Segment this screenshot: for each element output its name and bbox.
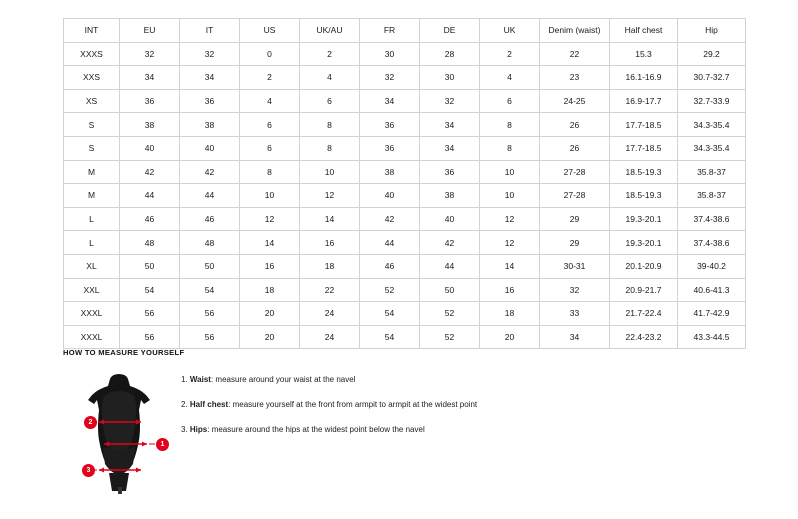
table-header-cell: FR bbox=[360, 19, 420, 43]
table-header-cell: INT bbox=[64, 19, 120, 43]
table-header-cell: IT bbox=[180, 19, 240, 43]
table-cell: XXS bbox=[64, 66, 120, 90]
table-cell: 16 bbox=[300, 231, 360, 255]
table-cell: 2 bbox=[240, 66, 300, 90]
table-cell: 50 bbox=[420, 278, 480, 302]
table-cell: 48 bbox=[120, 231, 180, 255]
table-cell: 36 bbox=[180, 89, 240, 113]
table-cell: 12 bbox=[240, 207, 300, 231]
table-cell: 52 bbox=[420, 302, 480, 326]
table-cell: XS bbox=[64, 89, 120, 113]
table-cell: 6 bbox=[240, 136, 300, 160]
table-cell: 52 bbox=[360, 278, 420, 302]
table-cell: 52 bbox=[420, 325, 480, 349]
table-cell: 26 bbox=[540, 113, 610, 137]
table-cell: 50 bbox=[120, 254, 180, 278]
table-cell: XXL bbox=[64, 278, 120, 302]
table-cell: 21.7-22.4 bbox=[610, 302, 678, 326]
table-cell: 27-28 bbox=[540, 160, 610, 184]
table-cell: 36 bbox=[120, 89, 180, 113]
table-cell: 44 bbox=[180, 184, 240, 208]
table-cell: 6 bbox=[300, 89, 360, 113]
table-cell: 43.3-44.5 bbox=[678, 325, 746, 349]
table-cell: 18.5-19.3 bbox=[610, 160, 678, 184]
table-header-cell: Half chest bbox=[610, 19, 678, 43]
table-cell: 22 bbox=[540, 42, 610, 66]
table-row bbox=[64, 302, 746, 326]
table-cell: 50 bbox=[180, 254, 240, 278]
size-chart-container bbox=[63, 18, 735, 349]
table-cell: 27-28 bbox=[540, 184, 610, 208]
table-cell: 30 bbox=[360, 42, 420, 66]
table-row bbox=[64, 160, 746, 184]
table-cell: 37.4-38.6 bbox=[678, 207, 746, 231]
table-row bbox=[64, 231, 746, 255]
table-row bbox=[64, 136, 746, 160]
measure-note-2-text: : measure yourself at the front from armpit to armpit at the widest point bbox=[228, 399, 478, 409]
table-cell: 54 bbox=[360, 325, 420, 349]
table-cell: XXXS bbox=[64, 42, 120, 66]
table-cell: 30.7-32.7 bbox=[678, 66, 746, 90]
table-cell: 54 bbox=[180, 278, 240, 302]
table-cell: 32 bbox=[540, 278, 610, 302]
table-cell: 18.5-19.3 bbox=[610, 184, 678, 208]
table-cell: 30-31 bbox=[540, 254, 610, 278]
table-cell: 40 bbox=[360, 184, 420, 208]
table-cell: 39-40.2 bbox=[678, 254, 746, 278]
table-cell: 22 bbox=[300, 278, 360, 302]
table-cell: 2 bbox=[480, 42, 540, 66]
table-cell: 41.7-42.9 bbox=[678, 302, 746, 326]
table-cell: 10 bbox=[240, 184, 300, 208]
table-cell: 24-25 bbox=[540, 89, 610, 113]
measure-badge-2: 2 bbox=[84, 416, 97, 429]
table-cell: 18 bbox=[240, 278, 300, 302]
table-cell: 46 bbox=[180, 207, 240, 231]
table-cell: 46 bbox=[360, 254, 420, 278]
measure-note-2-number: 2. bbox=[181, 399, 188, 409]
measure-note-1-text: : measure around your waist at the navel bbox=[210, 375, 356, 384]
table-cell: XL bbox=[64, 254, 120, 278]
measure-note-3-number: 3. bbox=[181, 424, 188, 434]
table-cell: 44 bbox=[120, 184, 180, 208]
table-cell: 54 bbox=[120, 278, 180, 302]
table-cell: 36 bbox=[420, 160, 480, 184]
table-cell: 44 bbox=[360, 231, 420, 255]
table-cell: 0 bbox=[240, 42, 300, 66]
table-row bbox=[64, 42, 746, 66]
table-cell: 20.1-20.9 bbox=[610, 254, 678, 278]
table-cell: 34 bbox=[420, 136, 480, 160]
table-cell: 42 bbox=[360, 207, 420, 231]
table-cell: 42 bbox=[120, 160, 180, 184]
table-cell: 40 bbox=[180, 136, 240, 160]
how-to-measure-body bbox=[63, 369, 735, 494]
table-cell: 35.8-37 bbox=[678, 160, 746, 184]
table-cell: 16 bbox=[480, 278, 540, 302]
table-header-cell: UK/AU bbox=[300, 19, 360, 43]
table-cell: 15.3 bbox=[610, 42, 678, 66]
table-body bbox=[64, 42, 746, 349]
table-row bbox=[64, 325, 746, 349]
table-cell: 20 bbox=[240, 325, 300, 349]
table-cell: 32 bbox=[420, 89, 480, 113]
table-cell: 22.4-23.2 bbox=[610, 325, 678, 349]
table-cell: 40.6-41.3 bbox=[678, 278, 746, 302]
table-cell: M bbox=[64, 184, 120, 208]
table-cell: 56 bbox=[180, 302, 240, 326]
table-cell: 20.9-21.7 bbox=[610, 278, 678, 302]
table-cell: 35.8-37 bbox=[678, 184, 746, 208]
table-cell: 12 bbox=[300, 184, 360, 208]
measure-note-half-chest bbox=[181, 400, 735, 411]
how-to-measure-title: HOW TO MEASURE YOURSELF bbox=[63, 348, 185, 357]
table-cell: 8 bbox=[300, 136, 360, 160]
table-cell: 42 bbox=[180, 160, 240, 184]
table-cell: 2 bbox=[300, 42, 360, 66]
table-cell: 30 bbox=[420, 66, 480, 90]
table-cell: 42 bbox=[420, 231, 480, 255]
table-cell: 10 bbox=[300, 160, 360, 184]
table-header-cell: DE bbox=[420, 19, 480, 43]
table-cell: 4 bbox=[480, 66, 540, 90]
table-cell: 20 bbox=[240, 302, 300, 326]
size-chart-table bbox=[63, 18, 746, 349]
table-cell: L bbox=[64, 231, 120, 255]
table-cell: 4 bbox=[240, 89, 300, 113]
table-cell: 28 bbox=[420, 42, 480, 66]
table-cell: 38 bbox=[360, 160, 420, 184]
table-cell: 18 bbox=[300, 254, 360, 278]
table-cell: 46 bbox=[120, 207, 180, 231]
table-cell: 37.4-38.6 bbox=[678, 231, 746, 255]
table-cell: 14 bbox=[480, 254, 540, 278]
table-cell: 56 bbox=[180, 325, 240, 349]
table-row bbox=[64, 254, 746, 278]
table-cell: 24 bbox=[300, 302, 360, 326]
mannequin-figure bbox=[63, 369, 181, 494]
table-cell: 14 bbox=[300, 207, 360, 231]
table-cell: 4 bbox=[300, 66, 360, 90]
table-header-cell: Hip bbox=[678, 19, 746, 43]
table-cell: 38 bbox=[420, 184, 480, 208]
measure-badge-3: 3 bbox=[82, 464, 95, 477]
table-cell: 16 bbox=[240, 254, 300, 278]
table-cell: 36 bbox=[360, 113, 420, 137]
mannequin-illustration bbox=[63, 369, 181, 494]
table-cell: 24 bbox=[300, 325, 360, 349]
table-cell: 32 bbox=[120, 42, 180, 66]
measure-notes bbox=[181, 369, 735, 449]
table-cell: 40 bbox=[120, 136, 180, 160]
measure-note-3-text: : measure around the hips at the widest point below the navel bbox=[207, 424, 425, 434]
measure-badge-1: 1 bbox=[156, 438, 169, 451]
table-cell: 8 bbox=[480, 136, 540, 160]
measure-note-1-term: Waist bbox=[189, 375, 211, 384]
table-row bbox=[64, 207, 746, 231]
table-cell: 32.7-33.9 bbox=[678, 89, 746, 113]
table-cell: 14 bbox=[240, 231, 300, 255]
table-cell: S bbox=[64, 113, 120, 137]
table-cell: 38 bbox=[120, 113, 180, 137]
table-cell: 34 bbox=[360, 89, 420, 113]
table-cell: 34.3-35.4 bbox=[678, 136, 746, 160]
table-cell: 12 bbox=[480, 207, 540, 231]
table-cell: 38 bbox=[180, 113, 240, 137]
table-cell: 29 bbox=[540, 231, 610, 255]
table-header-cell: EU bbox=[120, 19, 180, 43]
table-cell: S bbox=[64, 136, 120, 160]
table-cell: 16.1-16.9 bbox=[610, 66, 678, 90]
table-cell: XXXL bbox=[64, 325, 120, 349]
table-row bbox=[64, 184, 746, 208]
table-row bbox=[64, 89, 746, 113]
table-header-row bbox=[64, 19, 746, 43]
measure-note-3-term: Hips bbox=[189, 424, 208, 434]
table-cell: 32 bbox=[180, 42, 240, 66]
table-cell: 8 bbox=[480, 113, 540, 137]
table-row bbox=[64, 113, 746, 137]
table-cell: 17.7-18.5 bbox=[610, 113, 678, 137]
measure-note-hips bbox=[181, 425, 735, 436]
table-cell: 26 bbox=[540, 136, 610, 160]
table-cell: 44 bbox=[420, 254, 480, 278]
measure-note-2-term: Half chest bbox=[189, 399, 229, 409]
measure-note-waist bbox=[181, 375, 735, 386]
table-cell: 19.3-20.1 bbox=[610, 207, 678, 231]
measure-note-1-number: 1. bbox=[181, 375, 188, 384]
table-cell: 54 bbox=[360, 302, 420, 326]
table-cell: 10 bbox=[480, 160, 540, 184]
table-cell: 12 bbox=[480, 231, 540, 255]
table-cell: 33 bbox=[540, 302, 610, 326]
table-cell: 34 bbox=[540, 325, 610, 349]
table-cell: 6 bbox=[480, 89, 540, 113]
table-cell: L bbox=[64, 207, 120, 231]
table-cell: 8 bbox=[240, 160, 300, 184]
table-cell: 34 bbox=[420, 113, 480, 137]
table-cell: 29.2 bbox=[678, 42, 746, 66]
table-header-cell: US bbox=[240, 19, 300, 43]
table-cell: 18 bbox=[480, 302, 540, 326]
table-cell: 6 bbox=[240, 113, 300, 137]
table-cell: XXXL bbox=[64, 302, 120, 326]
table-cell: 16.9-17.7 bbox=[610, 89, 678, 113]
table-row bbox=[64, 66, 746, 90]
table-cell: 23 bbox=[540, 66, 610, 90]
table-cell: 56 bbox=[120, 302, 180, 326]
table-cell: 19.3-20.1 bbox=[610, 231, 678, 255]
table-cell: 8 bbox=[300, 113, 360, 137]
table-header-cell: UK bbox=[480, 19, 540, 43]
table-cell: 48 bbox=[180, 231, 240, 255]
table-cell: 10 bbox=[480, 184, 540, 208]
how-to-measure-section bbox=[63, 348, 735, 494]
table-cell: 29 bbox=[540, 207, 610, 231]
table-cell: 40 bbox=[420, 207, 480, 231]
table-cell: 34 bbox=[120, 66, 180, 90]
table-cell: 32 bbox=[360, 66, 420, 90]
table-header-cell: Denim (waist) bbox=[540, 19, 610, 43]
table-cell: 17.7-18.5 bbox=[610, 136, 678, 160]
table-cell: 56 bbox=[120, 325, 180, 349]
table-row bbox=[64, 278, 746, 302]
table-cell: 36 bbox=[360, 136, 420, 160]
table-cell: M bbox=[64, 160, 120, 184]
table-cell: 34.3-35.4 bbox=[678, 113, 746, 137]
table-cell: 20 bbox=[480, 325, 540, 349]
table-cell: 34 bbox=[180, 66, 240, 90]
